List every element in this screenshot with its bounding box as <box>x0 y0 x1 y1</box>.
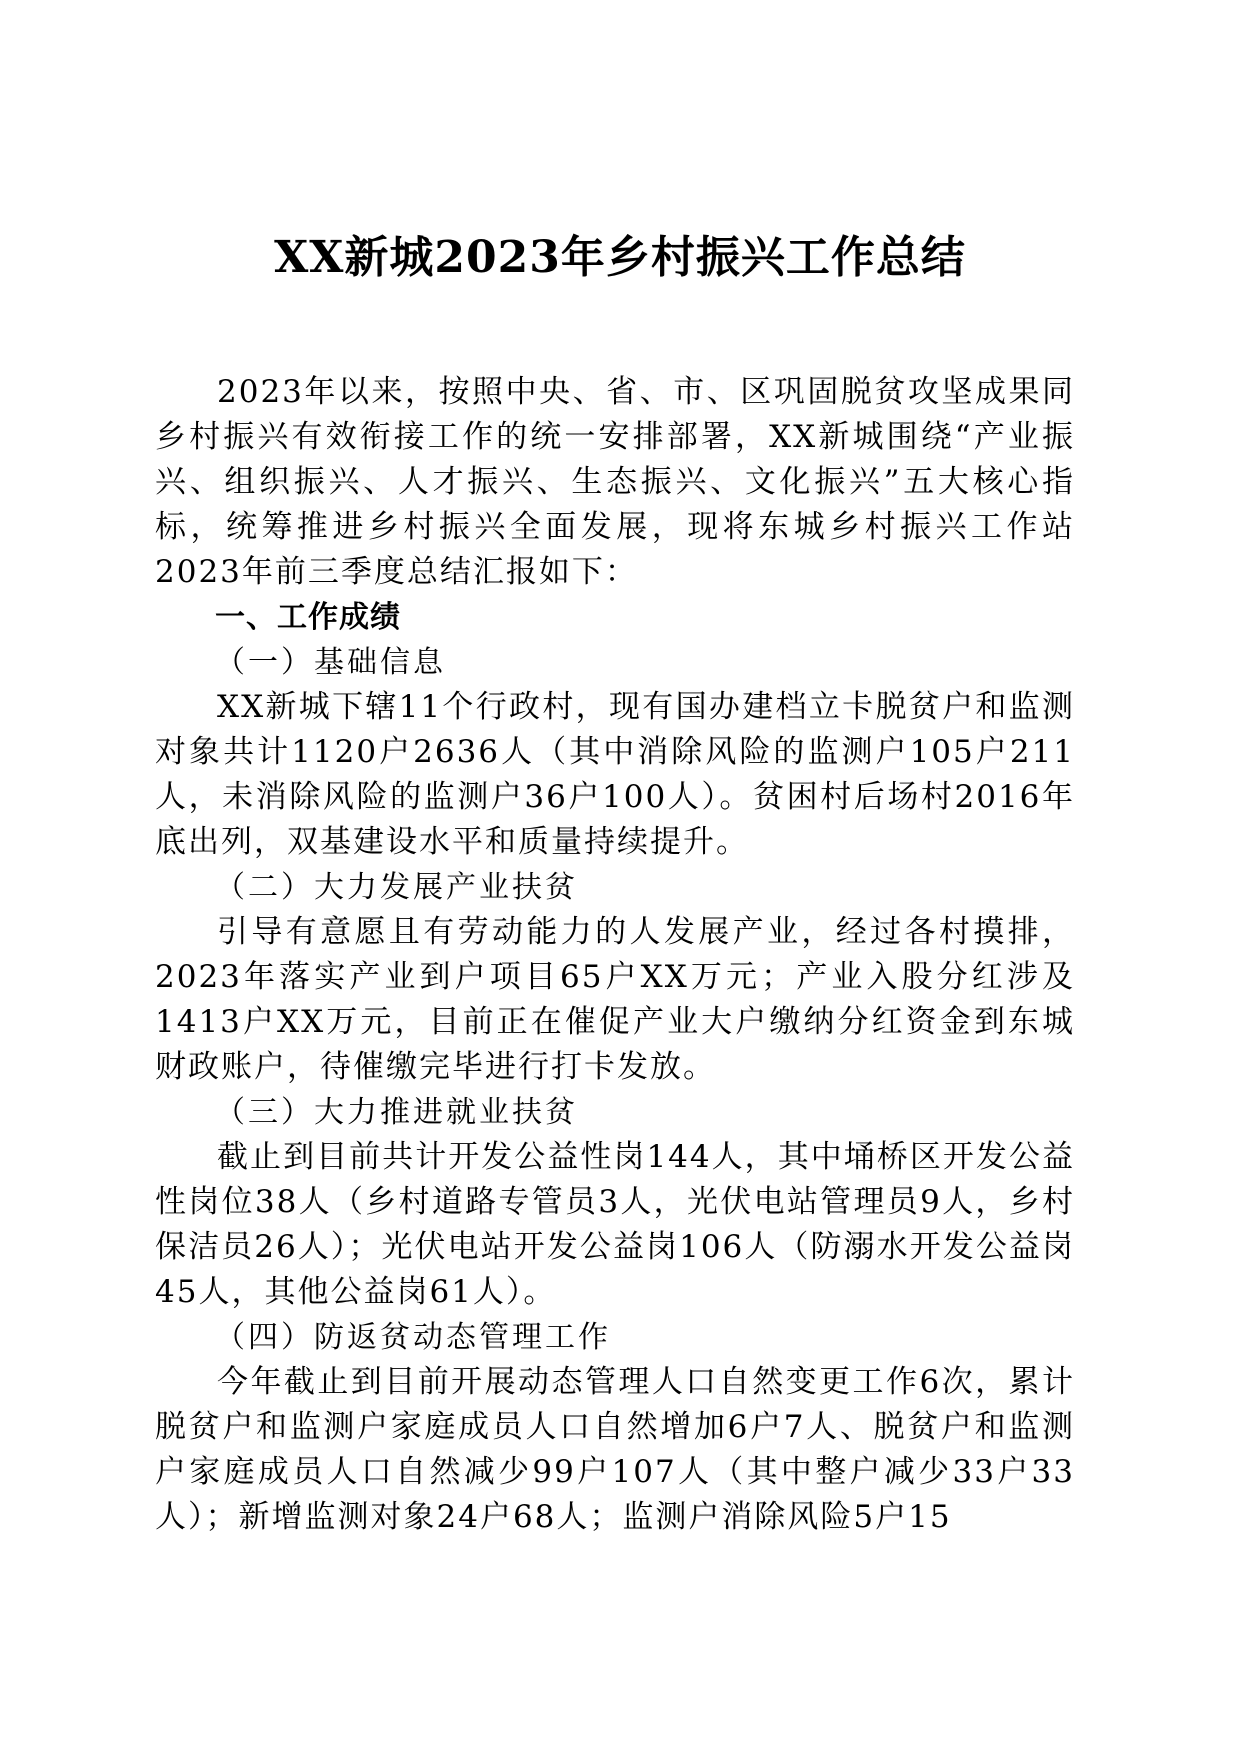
subheading-dynamic-management: （四）防返贫动态管理工作 <box>215 1320 611 1355</box>
intro-paragraph: 2023年以来，按照中央、省、市、区巩固脱贫攻坚成果同乡村振兴有效衔接工作的统一安排部署，XX新城围绕“产业振兴、组织振兴、人才振兴、生态振兴、文化振兴”五大核心指标，统筹推进乡村振兴全面发展，现将东城乡村振兴工作站2023年前三季度总结汇报如下： <box>155 374 1075 590</box>
subheading-industry-poverty: （二）大力发展产业扶贫 <box>215 870 578 905</box>
paragraph-employment-poverty: 截止到目前共计开发公益性岗144人，其中埇桥区开发公益性岗位38人（乡村道路专管员3人，光伏电站管理员9人，乡村保洁员26人）；光伏电站开发公益岗106人（防溺水开发公益岗45人，其他公益岗61人）。 <box>155 1139 1075 1310</box>
paragraph-dynamic-management: 今年截止到目前开展动态管理人口自然变更工作6次，累计脱贫户和监测户家庭成员人口自然增加6户7人、脱贫户和监测户家庭成员人口自然减少99户107人（其中整户减少33户33人）；新增监测对象24户68人；监测户消除风险5户15 <box>155 1364 1075 1535</box>
subheading-basic-info: （一）基础信息 <box>215 645 446 680</box>
document-title: XX新城2023年乡村振兴工作总结 <box>274 232 966 283</box>
section-heading-achievements: 一、工作成绩 <box>215 600 401 635</box>
paragraph-industry-poverty: 引导有意愿且有劳动能力的人发展产业，经过各村摸排，2023年落实产业到户项目65户XX万元；产业入股分红涉及1413户XX万元，目前正在催促产业大户缴纳分红资金到东城财政账户，待催缴完毕进行打卡发放。 <box>155 914 1075 1085</box>
subheading-employment-poverty: （三）大力推进就业扶贫 <box>215 1095 578 1130</box>
paragraph-basic-info: XX新城下辖11个行政村，现有国办建档立卡脱贫户和监测对象共计1120户2636人（其中消除风险的监测户105户211人，未消除风险的监测户36户100人）。贫困村后场村2016年底出列，双基建设水平和质量持续提升。 <box>155 689 1075 860</box>
document-body <box>155 370 1075 1540</box>
